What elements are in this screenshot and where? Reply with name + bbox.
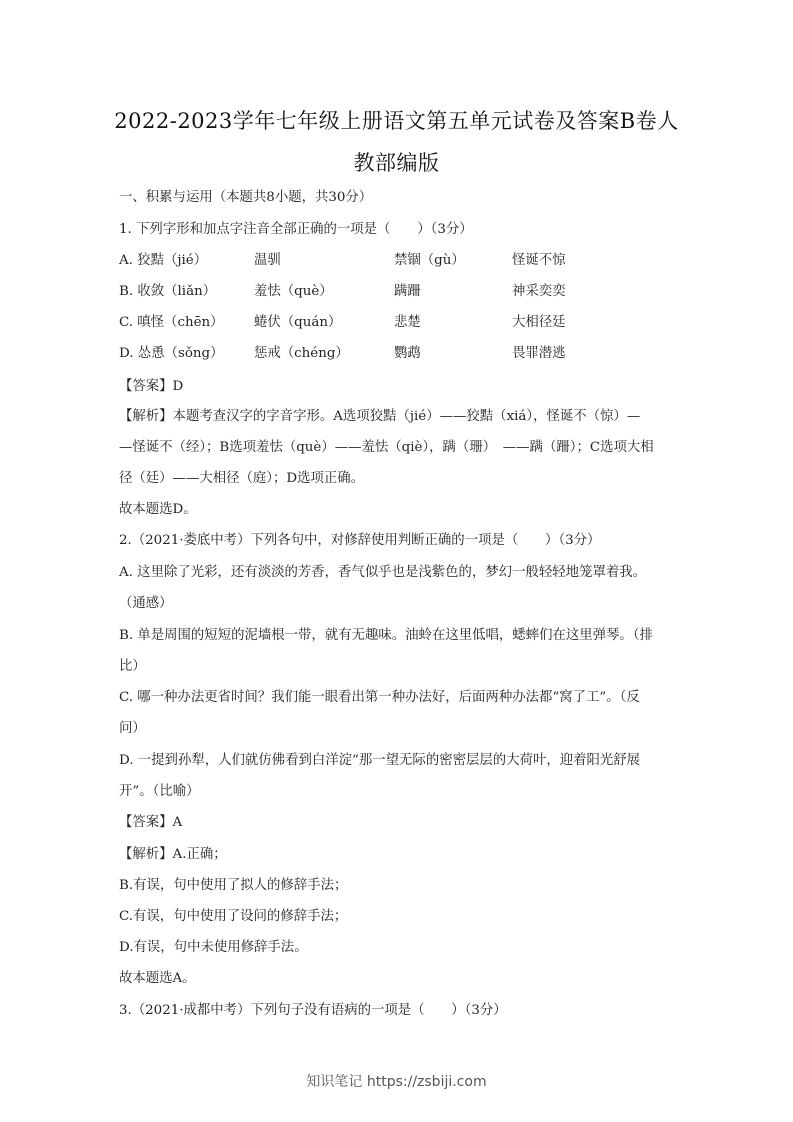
question-2-line: B. 单是周围的短短的泥墙根一带，就有无趣味。油蛉在这里低唱，蟋蟀们在这里弹琴。（排 xyxy=(119,628,653,643)
option-a-word-1: A. 狡黠（jié） xyxy=(119,253,208,268)
option-d-word-1: D. 怂恿（sǒng） xyxy=(119,346,224,361)
question-2-stem: 2.（2021·娄底中考）下列各句中，对修辞使用判断正确的一项是（ ）（3分） xyxy=(119,533,601,548)
question-2-analysis-line: 【解析】A.正确； xyxy=(119,847,227,862)
question-3-stem: 3.（2021·成都中考）下列句子没有语病的一项是（ ）（3分） xyxy=(119,1003,507,1018)
option-b-word-1: B. 收敛（liǎn） xyxy=(119,284,217,299)
question-2-line: A. 这里除了光彩，还有淡淡的芳香，香气似乎也是浅紫色的，梦幻一般轻轻地笼罩着我。 xyxy=(119,565,647,580)
question-1-analysis-line: 径（廷）——大相径（庭）；D选项正确。 xyxy=(119,471,365,486)
option-d-word-4: 畏罪潜逃 xyxy=(512,346,566,361)
question-2-line: 开”。（比喻） xyxy=(119,784,200,799)
question-2-line: 比） xyxy=(119,659,146,674)
option-a-word-2: 温驯 xyxy=(254,253,281,268)
option-c-word-1: C. 嗔怪（chēn） xyxy=(119,315,224,330)
question-1-stem: 1. 下列字形和加点字注音全部正确的一项是（ ）（3分） xyxy=(119,222,473,237)
question-1-analysis-line: 【解析】本题考查汉字的字音字形。A选项狡黠（jié）——狡黠（xiá），怪诞不（惊）— xyxy=(119,409,641,424)
question-2-analysis-line: C.有误，句中使用了设问的修辞手法； xyxy=(119,909,348,924)
question-2-analysis-line: D.有误，句中未使用修辞手法。 xyxy=(119,940,308,955)
question-2-answer: 【答案】A xyxy=(119,815,183,830)
title-line-1: 2022-2023学年七年级上册语文第五单元试卷及答案B卷人 xyxy=(114,109,679,133)
option-a-word-4: 怪诞不惊 xyxy=(512,253,566,268)
title-line-2: 教部编版 xyxy=(353,151,440,175)
option-b-word-4: 神采奕奕 xyxy=(512,284,566,299)
question-1-answer: 【答案】D xyxy=(119,379,184,394)
question-2-line: 问） xyxy=(119,721,146,736)
question-1-conclusion: 故本题选D。 xyxy=(119,502,197,517)
option-d-word-3: 鹦鹉 xyxy=(394,346,421,361)
option-b-word-3: 蹒跚 xyxy=(394,284,421,299)
option-b-word-2: 羞怯（què） xyxy=(254,284,333,299)
document-title xyxy=(100,100,693,184)
option-d-word-2: 惩戒（chéng） xyxy=(254,346,349,361)
question-2-line: C. 哪一种办法更省时间？我们能一眼看出第一种办法好，后面两种办法都“窝了工”。（反 xyxy=(119,690,640,705)
footer-watermark: 知识笔记 https://zsbiji.com xyxy=(306,1074,487,1090)
question-2-line: （通感） xyxy=(119,596,173,611)
question-2-analysis-line: B.有误，句中使用了拟人的修辞手法； xyxy=(119,878,348,893)
section-heading: 一、积累与运用（本题共8小题，共30分） xyxy=(119,190,373,205)
option-c-word-2: 蜷伏（quán） xyxy=(254,315,342,330)
option-a-word-3: 禁锢（gù） xyxy=(394,253,465,268)
question-2-conclusion: 故本题选A。 xyxy=(119,971,196,986)
question-2-line: D. 一提到孙犁，人们就仿佛看到白洋淀“那一望无际的密密层层的大荷叶，迎着阳光舒展 xyxy=(119,753,641,768)
question-1-analysis-line: —怪诞不（经）；B选项羞怯（què）——羞怯（qiè），蹒（珊） ——蹒（跚）；C选项大相 xyxy=(119,440,654,455)
option-c-word-4: 大相径廷 xyxy=(512,315,566,330)
option-c-word-3: 悲楚 xyxy=(394,315,421,330)
